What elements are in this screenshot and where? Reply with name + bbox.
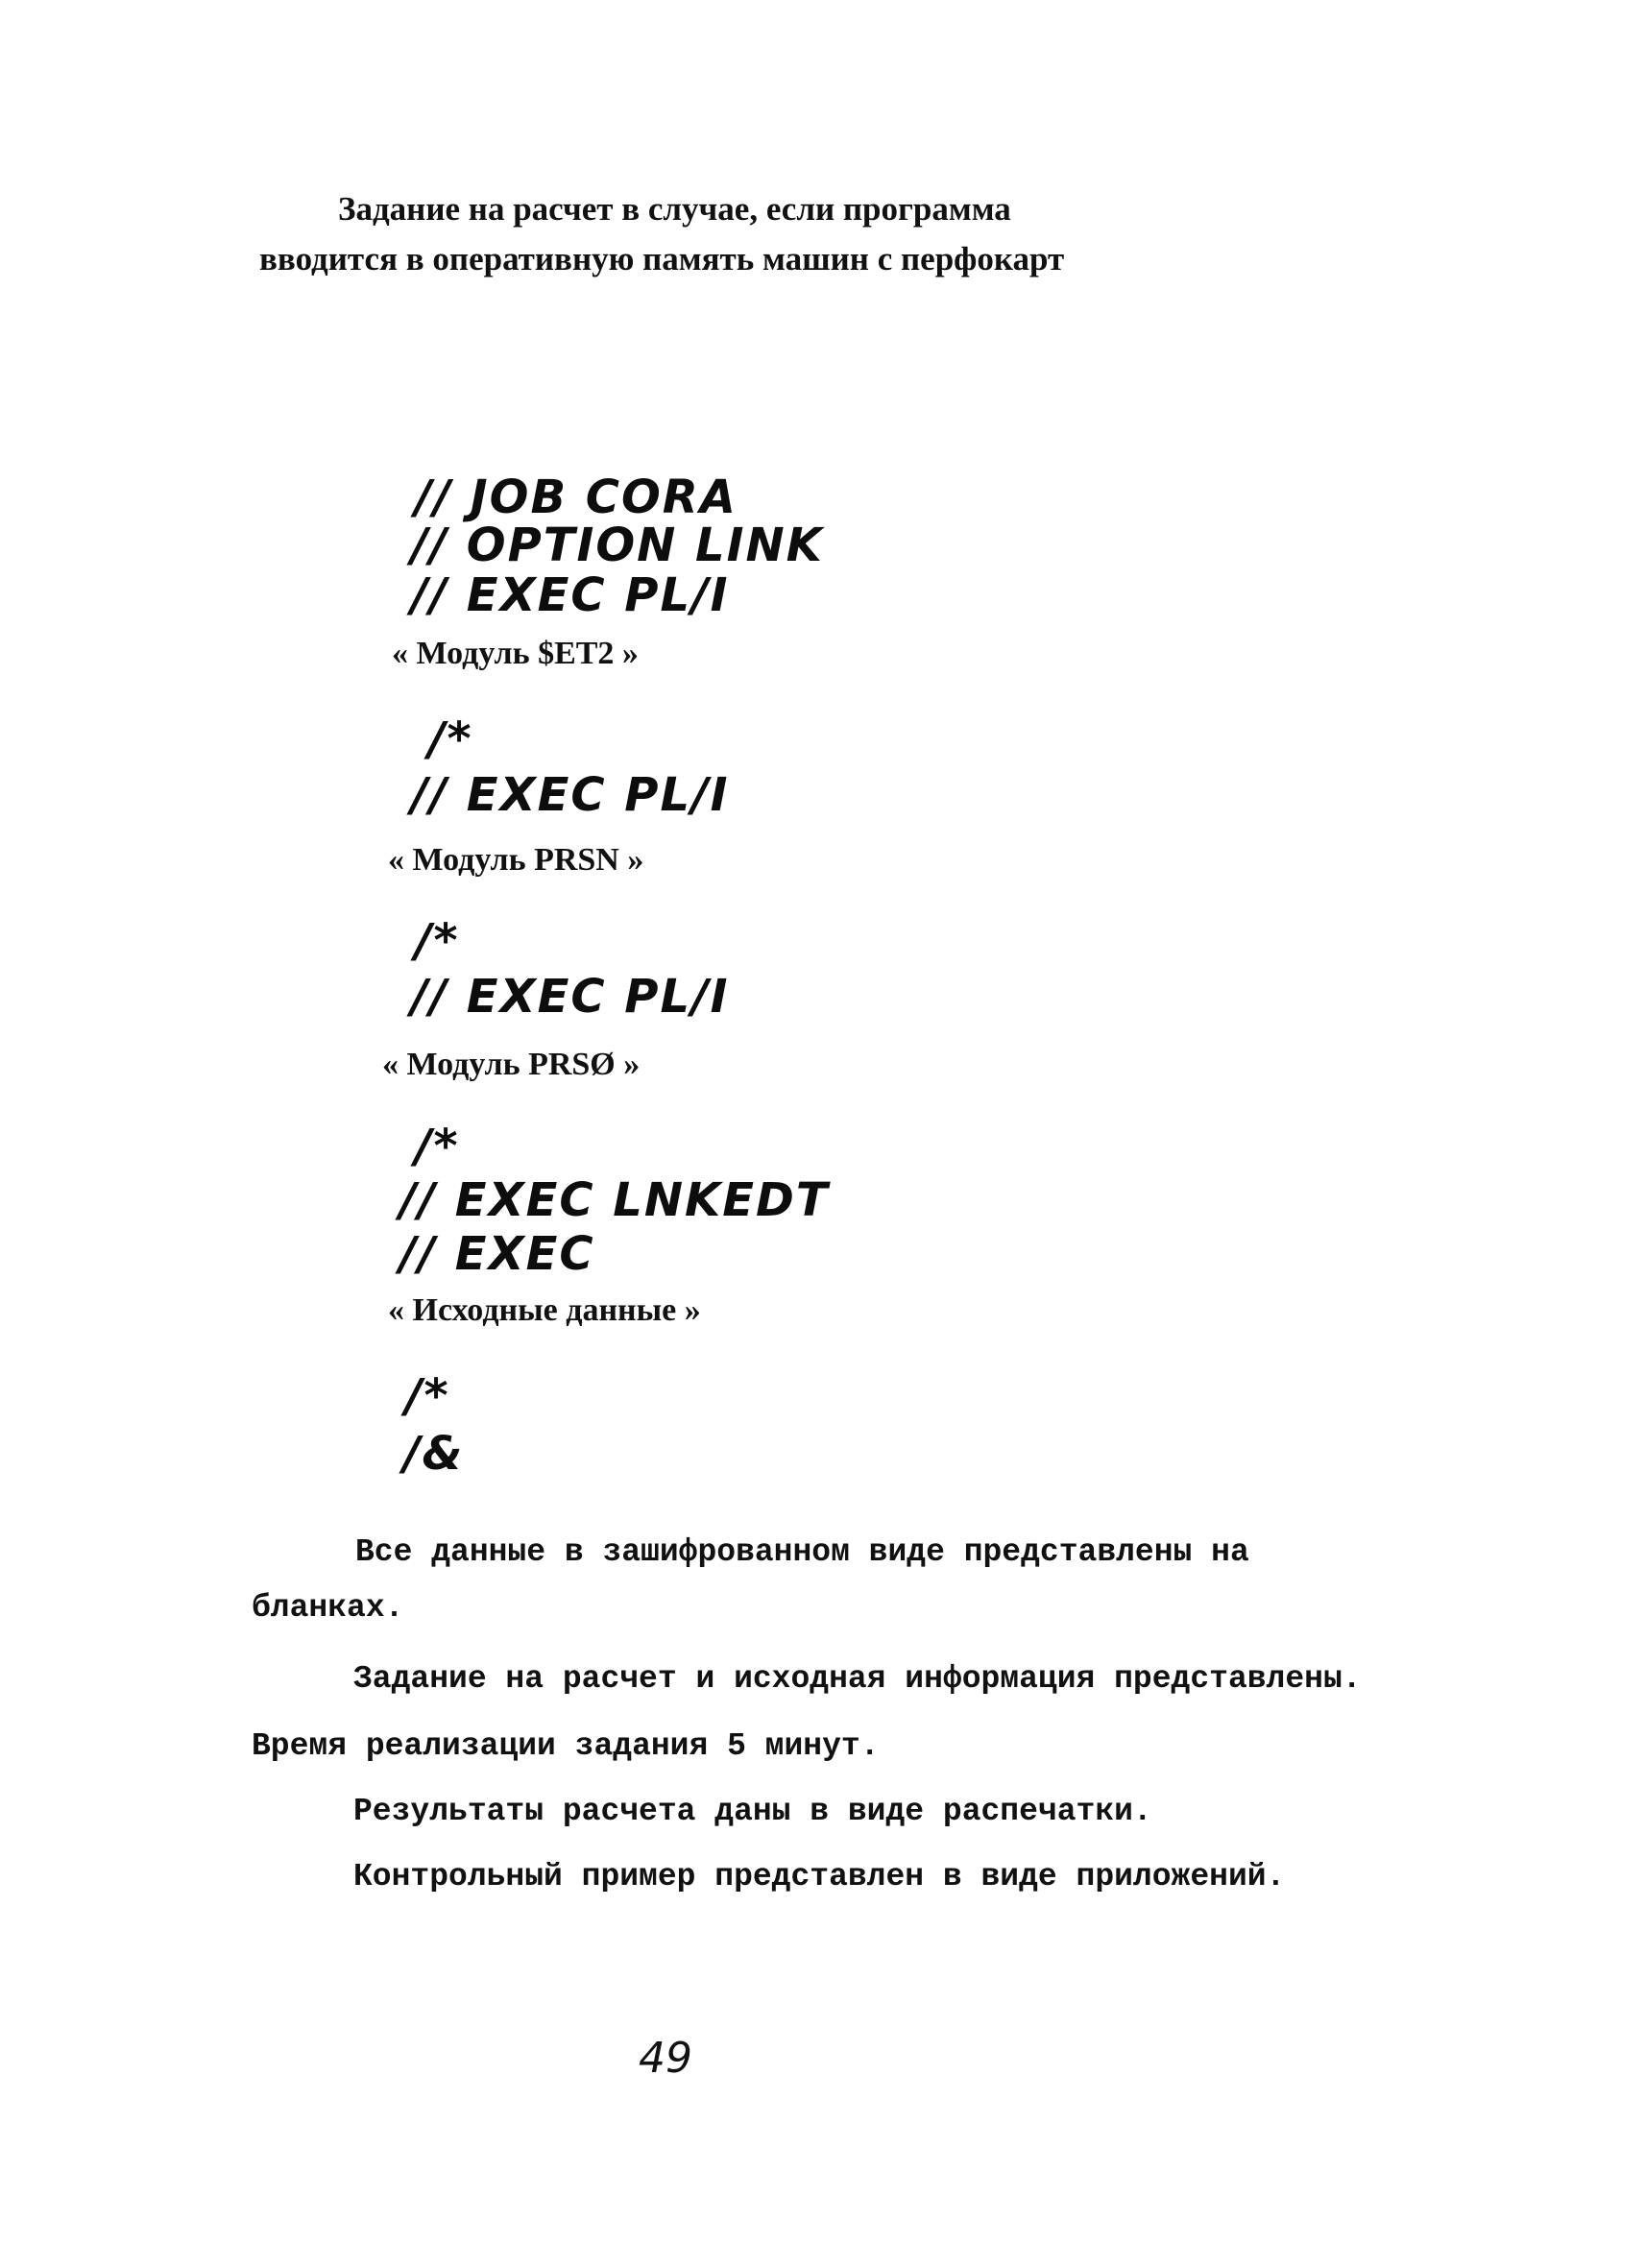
job-line-8: /* bbox=[415, 1120, 460, 1173]
module-label-4: « Исходные данные » bbox=[388, 1292, 701, 1328]
job-line-12: /& bbox=[403, 1427, 465, 1481]
page-number: 49 bbox=[639, 2034, 692, 2083]
job-line-9: // EXEC LNKEDT bbox=[399, 1173, 830, 1227]
job-line-3: // EXEC PL/I bbox=[411, 568, 730, 622]
module-label-1: « Модуль $ET2 » bbox=[392, 636, 639, 671]
title-line-1: Задание на расчет в случае, если программа bbox=[338, 190, 1011, 228]
module-label-2: « Модуль PRSN » bbox=[388, 842, 644, 878]
paragraph-4: Контрольный пример представлен в виде приложений. bbox=[353, 1859, 1286, 1894]
job-line-10: // EXEC bbox=[399, 1227, 595, 1281]
paragraph-2-line-2: Время реализации задания 5 минут. bbox=[252, 1728, 880, 1764]
job-line-5: // EXEC PL/I bbox=[411, 768, 730, 822]
job-line-2: // OPTION LINK bbox=[411, 519, 824, 572]
paragraph-1-line-1: Все данные в зашифрованном виде представлены на bbox=[355, 1534, 1249, 1570]
title-line-2: вводится в оперативную память машин с перфокарт bbox=[259, 240, 1065, 277]
paragraph-3: Результаты расчета даны в виде распечатки. bbox=[353, 1794, 1152, 1829]
paragraph-1-line-2: бланках. bbox=[252, 1590, 404, 1626]
module-label-3: « Модуль PRSØ » bbox=[382, 1047, 641, 1082]
paragraph-2-line-1: Задание на расчет и исходная информация представлены. bbox=[353, 1661, 1362, 1697]
job-line-4: /* bbox=[428, 712, 473, 766]
job-line-1: // JOB CORA bbox=[415, 470, 738, 524]
job-line-6: /* bbox=[415, 914, 460, 968]
job-line-11: /* bbox=[405, 1369, 450, 1423]
job-line-7: // EXEC PL/I bbox=[411, 970, 730, 1024]
